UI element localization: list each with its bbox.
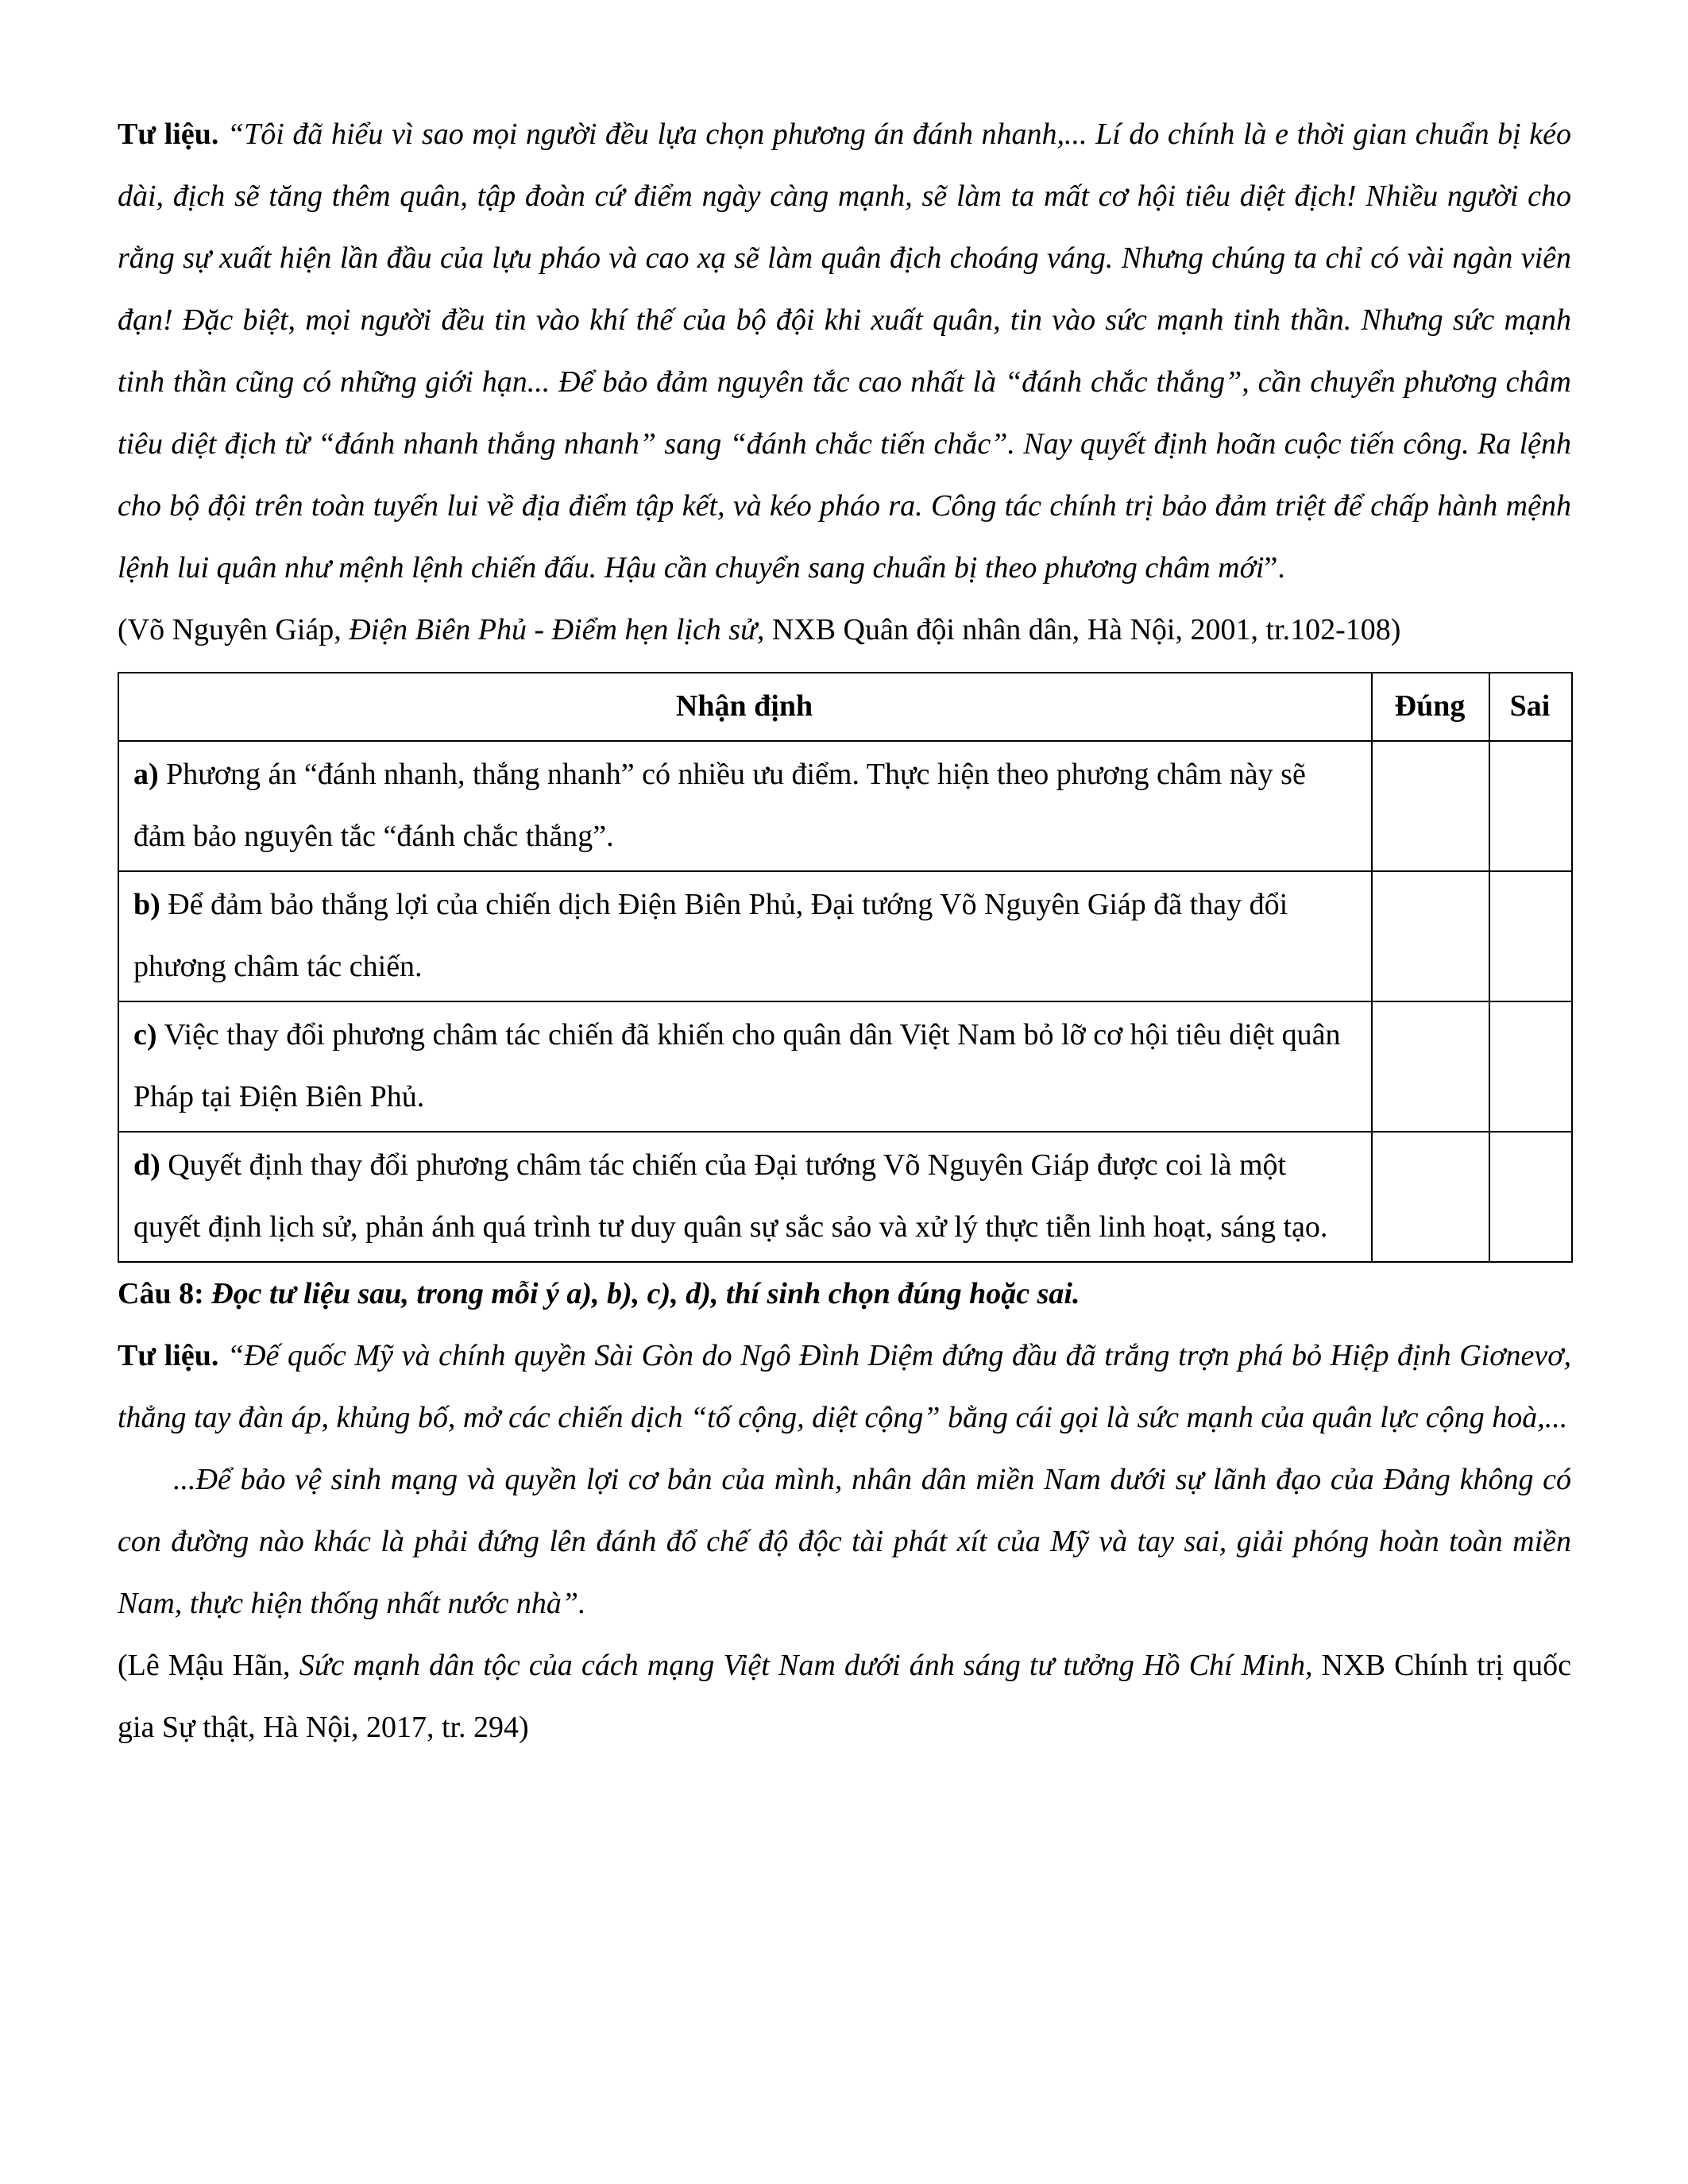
source1-paragraph bbox=[118, 103, 1571, 599]
claim-letter: d) bbox=[133, 1148, 160, 1182]
header-claim: Nhận định bbox=[118, 673, 1372, 741]
claim-text: Phương án “đánh nhanh, thắng nhanh” có nhiều ưu điểm. Thực hiện theo phương châm này sẽ đảm bảo nguyên tắc “đánh chắc thắng”. bbox=[133, 758, 1306, 853]
table-row bbox=[118, 871, 1572, 1001]
false-answer-cell[interactable] bbox=[1489, 1132, 1572, 1262]
true-answer-cell[interactable] bbox=[1372, 1001, 1489, 1132]
table-row bbox=[118, 1001, 1572, 1132]
source2-label: Tư liệu. bbox=[118, 1339, 219, 1372]
claims-table bbox=[118, 672, 1573, 1263]
citation-details: , NXB Chính trị quốc gia Sự thật, Hà Nội, 2017, tr. 294) bbox=[118, 1649, 1571, 1744]
source1-citation bbox=[118, 599, 1571, 661]
source1-quote-end: ”. bbox=[1264, 551, 1285, 585]
document-page bbox=[118, 103, 1571, 1758]
claim-letter: c) bbox=[133, 1018, 157, 1051]
false-answer-cell[interactable] bbox=[1489, 1001, 1572, 1132]
citation-details: NXB Quân đội nhân dân, Hà Nội, 2001, tr.102-108) bbox=[764, 613, 1401, 646]
citation-title: Điện Biên Phủ - Điểm hẹn lịch sử, bbox=[349, 613, 765, 646]
question-number: Câu 8: bbox=[118, 1277, 204, 1310]
header-true: Đúng bbox=[1372, 673, 1489, 741]
claim-letter: a) bbox=[133, 758, 159, 791]
table-row bbox=[118, 1132, 1572, 1262]
citation-author: (Lê Mậu Hãn, bbox=[118, 1649, 299, 1682]
claim-cell bbox=[118, 1001, 1372, 1132]
true-answer-cell[interactable] bbox=[1372, 871, 1489, 1001]
claim-letter: b) bbox=[133, 888, 160, 921]
source1-label: Tư liệu. bbox=[118, 118, 219, 151]
question-8-heading bbox=[118, 1263, 1571, 1325]
false-answer-cell[interactable] bbox=[1489, 741, 1572, 871]
citation-author: (Võ Nguyên Giáp, bbox=[118, 613, 350, 646]
source2-citation bbox=[118, 1634, 1571, 1758]
claim-cell bbox=[118, 741, 1372, 871]
source2-quote-part1: “Đế quốc Mỹ và chính quyền Sài Gòn do Ngô Đình Diệm đứng đầu đã trắng trợn phá bỏ Hiệp định Giơnevơ, thẳng tay đàn áp, khủng bố, mở các chiến dịch “tố cộng, diệt cộng” bằng cái gọi là sức mạnh của quân lực cộng hoà,... bbox=[118, 1339, 1572, 1434]
claim-cell bbox=[118, 871, 1372, 1001]
source2-paragraph-1 bbox=[118, 1325, 1571, 1449]
source1-quote: “Tôi đã hiểu vì sao mọi người đều lựa chọn phương án đánh nhanh,... Lí do chính là e thời gian chuẩn bị kéo dài, địch sẽ tăng thêm quân, tập đoàn cứ điểm ngày càng mạnh, sẽ làm ta mất cơ hội tiêu diệt địch! Nhiều người cho rằng sự xuất hiện lần đầu của lựu pháo và cao xạ sẽ làm quân địch choáng váng. Nhưng chúng ta chỉ có vài ngàn viên đạn! Đặc biệt, mọi người đều tin vào khí thế của bộ đội khi xuất quân, tin vào sức mạnh tinh thần. Nhưng sức mạnh tinh thần cũng có những giới hạn... Để bảo đảm nguyên tắc cao nhất là “đánh chắc thắng”, cần chuyển phương châm tiêu diệt địch từ “đánh nhanh thắng nhanh” sang “đánh chắc tiến chắc”. Nay quyết định hoãn cuộc tiến công. Ra lệnh cho bộ đội trên toàn tuyến lui về địa điểm tập kết, và kéo pháo ra. Công tác chính trị bảo đảm triệt để chấp hành mệnh lệnh lui quân như mệnh lệnh chiến đấu. Hậu cần chuyển sang chuẩn bị theo phương châm mới bbox=[118, 118, 1572, 585]
table-row bbox=[118, 741, 1572, 871]
header-false: Sai bbox=[1489, 673, 1572, 741]
claim-cell bbox=[118, 1132, 1372, 1262]
question-instruction: Đọc tư liệu sau, trong mỗi ý a), b), c), d), thí sinh chọn đúng hoặc sai. bbox=[203, 1277, 1080, 1310]
true-answer-cell[interactable] bbox=[1372, 1132, 1489, 1262]
source2-paragraph-2: ...Để bảo vệ sinh mạng và quyền lợi cơ bản của mình, nhân dân miền Nam dưới sự lãnh đạo của Đảng không có con đường nào khác là phải đứng lên đánh đổ chế độ độc tài phát xít của Mỹ và tay sai, giải phóng hoàn toàn miền Nam, thực hiện thống nhất nước nhà”. bbox=[118, 1463, 1571, 1620]
table-header-row bbox=[118, 673, 1572, 741]
claim-text: Việc thay đổi phương châm tác chiến đã khiến cho quân dân Việt Nam bỏ lỡ cơ hội tiêu diệt quân Pháp tại Điện Biên Phủ. bbox=[133, 1018, 1341, 1113]
true-answer-cell[interactable] bbox=[1372, 741, 1489, 871]
claim-text: Quyết định thay đổi phương châm tác chiến của Đại tướng Võ Nguyên Giáp được coi là một quyết định lịch sử, phản ánh quá trình tư duy quân sự sắc sảo và xử lý thực tiễn linh hoạt, sáng tạo. bbox=[133, 1148, 1328, 1244]
claim-text: Để đảm bảo thắng lợi của chiến dịch Điện Biên Phủ, Đại tướng Võ Nguyên Giáp đã thay đổi phương châm tác chiến. bbox=[133, 888, 1288, 983]
false-answer-cell[interactable] bbox=[1489, 871, 1572, 1001]
citation-title: Sức mạnh dân tộc của cách mạng Việt Nam dưới ánh sáng tư tưởng Hồ Chí Minh bbox=[299, 1649, 1305, 1682]
